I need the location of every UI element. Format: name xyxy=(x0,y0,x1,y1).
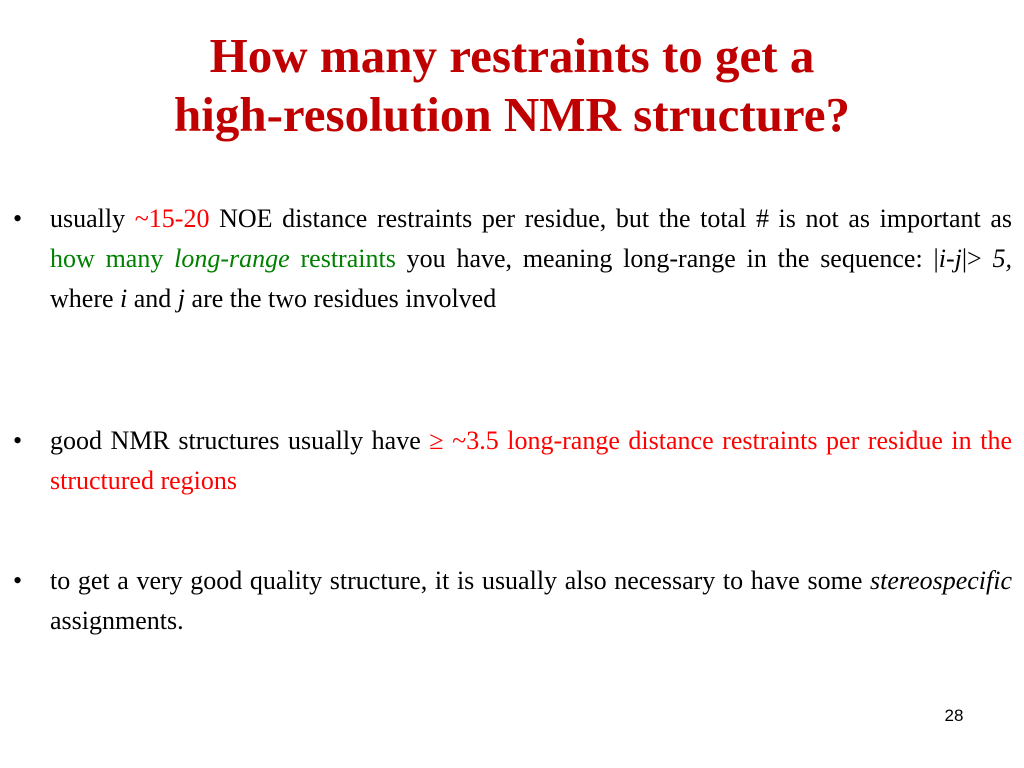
text-run: where xyxy=(50,284,121,313)
italic-i: i xyxy=(120,284,128,313)
italic-j: j xyxy=(177,284,186,313)
bullet-item-restraints-per-residue xyxy=(13,199,1012,319)
slide-title-line-2: high-resolution NMR structure? xyxy=(174,87,850,142)
page-number: 28 xyxy=(944,706,964,725)
italic-i-j: i-j xyxy=(938,244,962,273)
bullet-item-good-structures xyxy=(13,421,1012,501)
bullet-marker: • xyxy=(13,204,23,233)
text-run: to get a very good quality structure, it is usually also necessary to have some xyxy=(50,566,871,595)
text-run: are the two residues involved xyxy=(185,284,497,313)
bullet-text xyxy=(50,561,1012,641)
italic-five: 5, xyxy=(992,244,1013,273)
highlight-restraints: restraints xyxy=(289,244,396,273)
slide-title-line-1: How many restraints to get a xyxy=(209,28,815,83)
bullet-text xyxy=(50,199,1012,319)
slide-title xyxy=(0,26,1024,144)
highlight-range: ~15-20 xyxy=(134,204,210,233)
bullet-marker: • xyxy=(13,426,23,455)
text-run: you have, meaning long-range in the sequence: | xyxy=(395,244,939,273)
text-run: assignments. xyxy=(50,606,184,635)
bullet-marker: • xyxy=(13,566,23,595)
text-run: NOE distance restraints per residue, but the total # is not as important as xyxy=(209,204,1013,233)
text-run: |> xyxy=(961,244,993,273)
text-run: usually xyxy=(50,204,135,233)
highlight-how-many: how many xyxy=(50,244,175,273)
highlight-long-range-per-residue: ≥ ~3.5 long-range distance restraints per residue in the structured regions xyxy=(50,426,1012,495)
text-run: good NMR structures usually have xyxy=(50,426,430,455)
bullet-item-stereospecific xyxy=(13,561,1012,641)
bullet-text xyxy=(50,421,1012,501)
text-run: and xyxy=(127,284,178,313)
italic-stereospecific: stereospecific xyxy=(870,566,1012,595)
highlight-long-range: long-range xyxy=(174,244,290,273)
